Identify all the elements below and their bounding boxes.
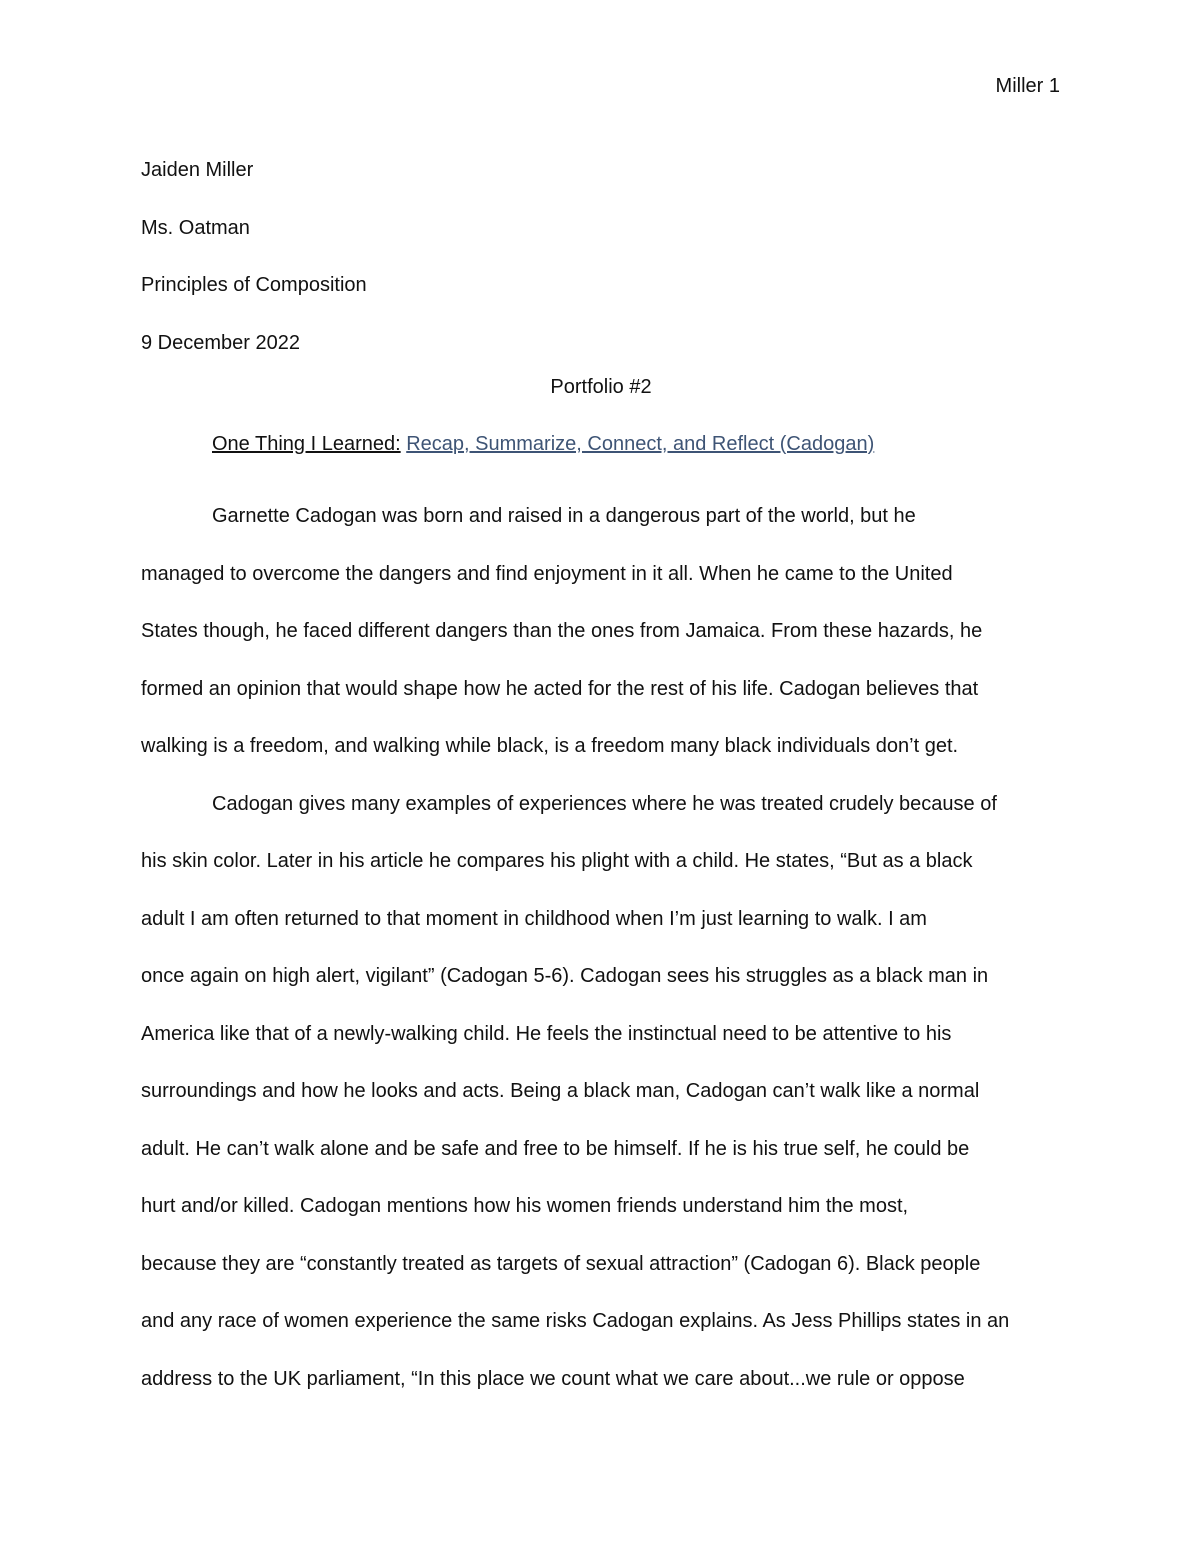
instructor-name: Ms. Oatman	[141, 216, 250, 239]
body-line: and any race of women experience the same risks Cadogan explains. As Jess Phillips states in an	[141, 1310, 1010, 1332]
body-line: adult. He can’t walk alone and be safe and free to be himself. If he is his true self, he could be	[141, 1137, 970, 1160]
body-line: address to the UK parliament, “In this place we count what we care about...we rule or oppose	[141, 1367, 965, 1390]
body-line: States though, he faced different dangers than the ones from Jamaica. From these hazards, he	[141, 620, 983, 642]
body-line: because they are “constantly treated as targets of sexual attraction” (Cadogan 6). Black people	[141, 1252, 981, 1275]
body-line: Cadogan gives many examples of experiences where he was treated crudely because of	[212, 792, 997, 815]
body-line: adult I am often returned to that moment in childhood when I’m just learning to walk. I am	[141, 907, 927, 930]
document-date: 9 December 2022	[141, 331, 300, 354]
body-line: Garnette Cadogan was born and raised in a dangerous part of the world, but he	[212, 505, 916, 527]
body-line: surroundings and how he looks and acts. Being a black man, Cadogan can’t walk like a normal	[141, 1080, 980, 1102]
body-line: his skin color. Later in his article he compares his plight with a child. He states, “But as a black	[141, 850, 973, 872]
body-line: hurt and/or killed. Cadogan mentions how his women friends understand him the most,	[141, 1195, 909, 1217]
body-line: formed an opinion that would shape how he acted for the rest of his life. Cadogan believes that	[141, 677, 979, 700]
running-head: Miller 1	[995, 75, 1060, 97]
body-line: once again on high alert, vigilant” (Cadogan 5-6). Cadogan sees his struggles as a black man in	[141, 965, 989, 987]
author-name: Jaiden Miller	[141, 159, 254, 181]
mla-heading	[141, 142, 1061, 372]
course-name: Principles of Composition	[141, 274, 367, 296]
body-line: walking is a freedom, and walking while black, is a freedom many black individuals don’t get.	[141, 735, 959, 757]
body-line: America like that of a newly-walking child. He feels the instinctual need to be attentive to his	[141, 1022, 952, 1045]
body-text	[141, 488, 1061, 1408]
subtitle-link[interactable]: Recap, Summarize, Connect, and Reflect (Cadogan)	[406, 433, 875, 455]
subtitle-lead: One Thing I Learned:	[212, 433, 401, 455]
document-title: Portfolio #2	[550, 376, 652, 398]
body-line: managed to overcome the dangers and find enjoyment in it all. When he came to the United	[141, 562, 953, 585]
section-subtitle	[212, 430, 874, 458]
